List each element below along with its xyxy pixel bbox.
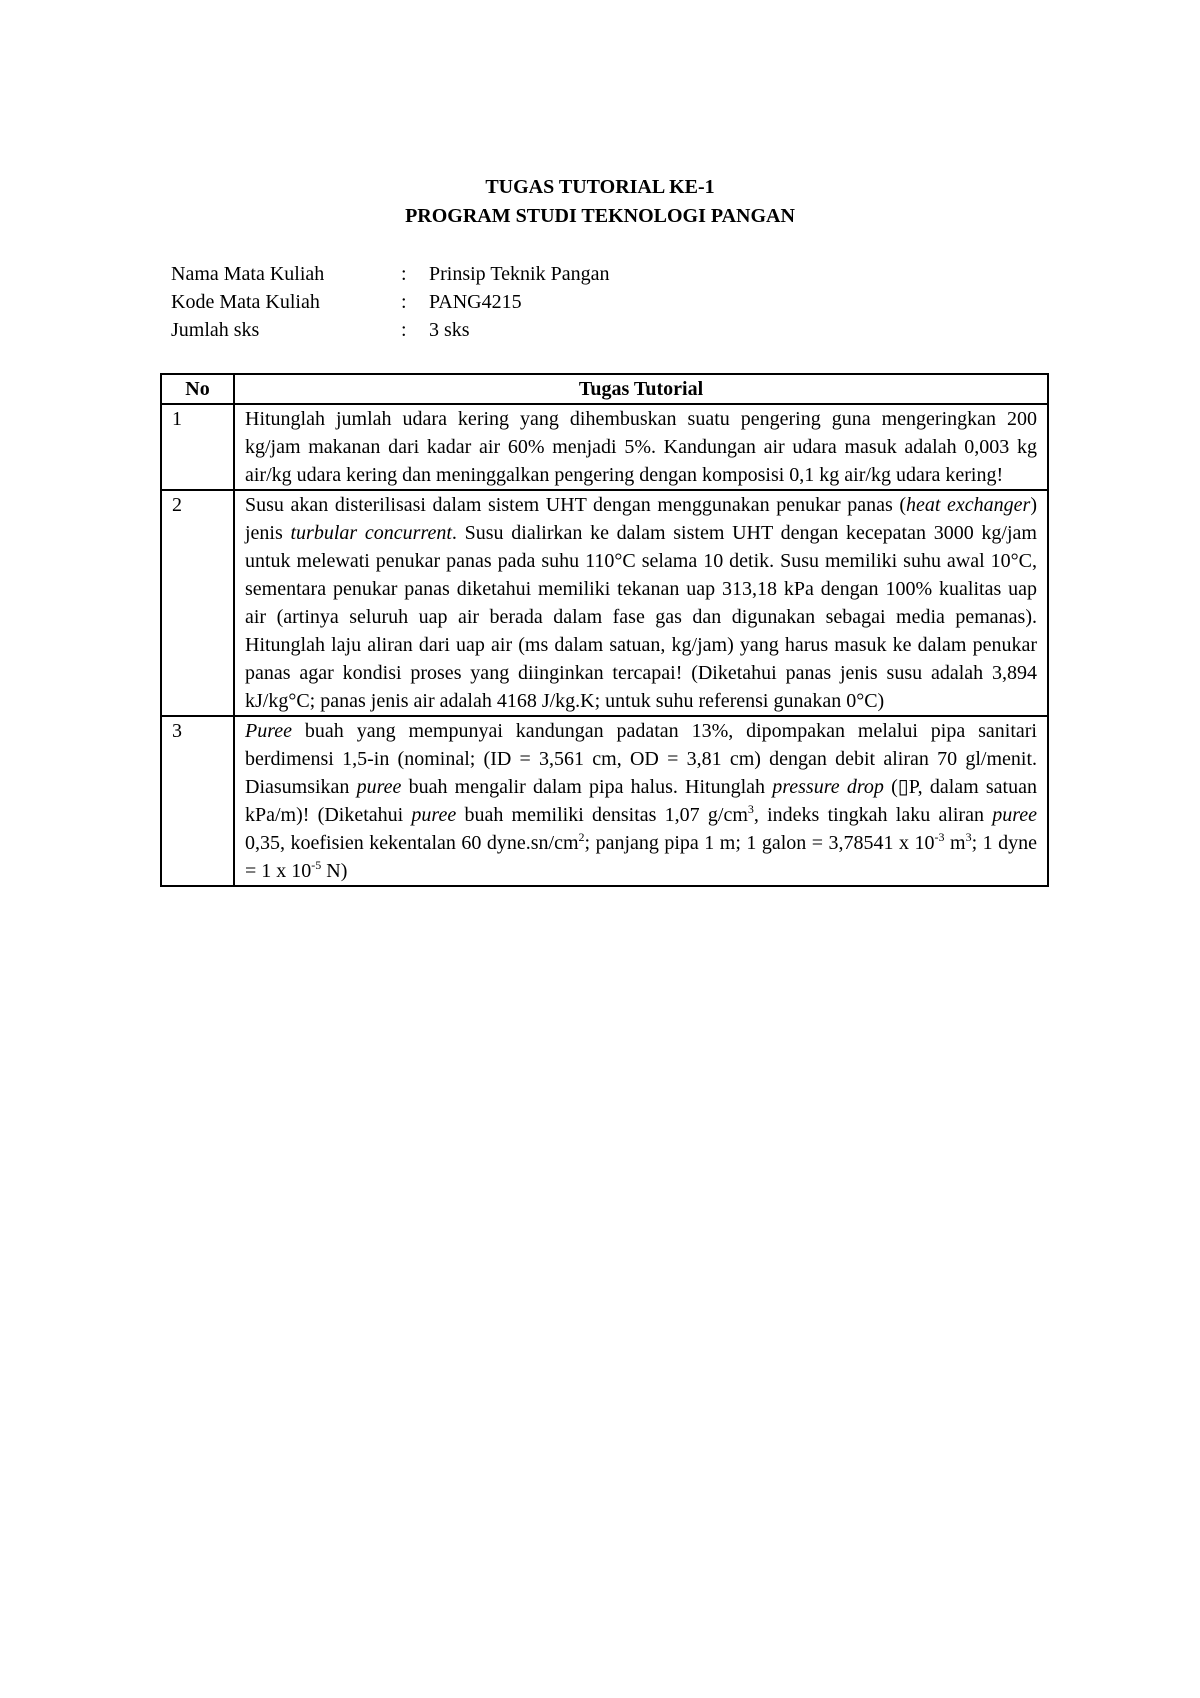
task-term-italic: puree [992,804,1037,826]
colon-separator: : [401,319,407,341]
task-term-italic: puree [411,804,457,826]
course-code-value: PANG4215 [429,291,522,313]
task-text: . Susu dialirkan ke dalam sistem UHT dengan kecepatan 3000 kg/jam untuk melewati penukar panas pada suhu 110°C selama 10 detik. Susu memiliki suhu awal 10°C, sementara penukar panas diketahui memiliki tekanan uap 313,18 kPa dengan 100% kualitas uap air (artinya seluruh uap air berada dalam fase gas dan digunakan sebagai media pemanas). Hitunglah laju aliran dari uap air (ms dalam satuan, kg/jam) yang harus masuk ke dalam penukar panas agar kondisi proses yang diinginkan tercapai! (Diketahui panas jenis susu adalah 3,894 kJ/kg°C; panas jenis air adalah 4168 J/kg.K; untuk suhu referensi gunakan 0°C) [245,522,1037,712]
table-row [161,490,1048,716]
task-text: m [944,832,966,854]
task-text: ) jenis [245,494,1037,544]
tasks-table [160,373,1049,887]
task-text: ; panjang pipa 1 m; 1 galon = 3,78541 x 10 [584,832,935,854]
superscript: -3 [934,830,945,844]
task-description [234,490,1048,716]
task-text: , indeks tingkah laku aliran [753,804,993,826]
colon-separator: : [401,263,407,285]
course-name-label: Nama Mata Kuliah [171,263,325,285]
task-description [234,716,1048,886]
task-term-italic: turbular concurrent [290,522,452,544]
superscript: 3 [965,830,972,844]
task-text: buah memiliki densitas 1,07 g/cm [456,804,748,826]
task-term-italic: pressure drop [772,776,884,798]
task-text: N) [321,860,348,882]
course-info [171,260,609,344]
superscript: 2 [578,830,585,844]
course-name-row [171,260,609,288]
task-text: buah mengalir dalam pipa halus. Hitunglah [401,776,773,798]
table-header-row [161,374,1048,404]
document-subtitle: PROGRAM STUDI TEKNOLOGI PANGAN [405,205,795,227]
column-header-no: No [161,374,234,404]
table-row [161,404,1048,490]
colon-separator: : [401,291,407,313]
credits-value: 3 sks [429,319,470,341]
task-text: Hitunglah jumlah udara kering yang dihembuskan suatu pengering guna mengeringkan 200 kg/jam makanan dari kadar air 60% menjadi 5%. Kandungan air udara masuk adalah 0,003 kg air/kg udara kering dan meninggalkan pengering dengan komposisi 0,1 kg air/kg udara kering! [245,408,1037,486]
column-header-task: Tugas Tutorial [234,374,1048,404]
task-text: 0,35, koefisien kekentalan 60 dyne.sn/cm [245,832,579,854]
row-number: 3 [161,716,234,886]
task-text: ; 1 dyne = 1 x 10 [245,832,1037,882]
credits-label: Jumlah sks [171,319,260,341]
task-text: buah yang mempunyai kandungan padatan 13%, dipompakan melalui pipa sanitari berdimensi 1,5-in (nominal; (ID = 3,561 cm, OD = 3,81 cm) dengan debit aliran 70 gl/menit. Diasumsikan [245,720,1037,798]
task-term-italic: heat exchanger [906,494,1031,516]
task-text: (▯P, dalam satuan kPa/m)! (Diketahui [245,776,1037,826]
row-number: 2 [161,490,234,716]
task-term-italic: puree [356,776,402,798]
superscript: 3 [747,802,754,816]
course-code-row [171,288,609,316]
document-title: TUGAS TUTORIAL KE-1 [485,176,715,198]
credits-row [171,316,609,344]
course-code-label: Kode Mata Kuliah [171,291,320,313]
task-term-italic: Puree [245,720,293,742]
superscript: -5 [311,858,322,872]
course-name-value: Prinsip Teknik Pangan [429,263,610,285]
table-row [161,716,1048,886]
task-text: Susu akan disterilisasi dalam sistem UHT dengan menggunakan penukar panas ( [245,494,906,516]
task-description [234,404,1048,490]
row-number: 1 [161,404,234,490]
